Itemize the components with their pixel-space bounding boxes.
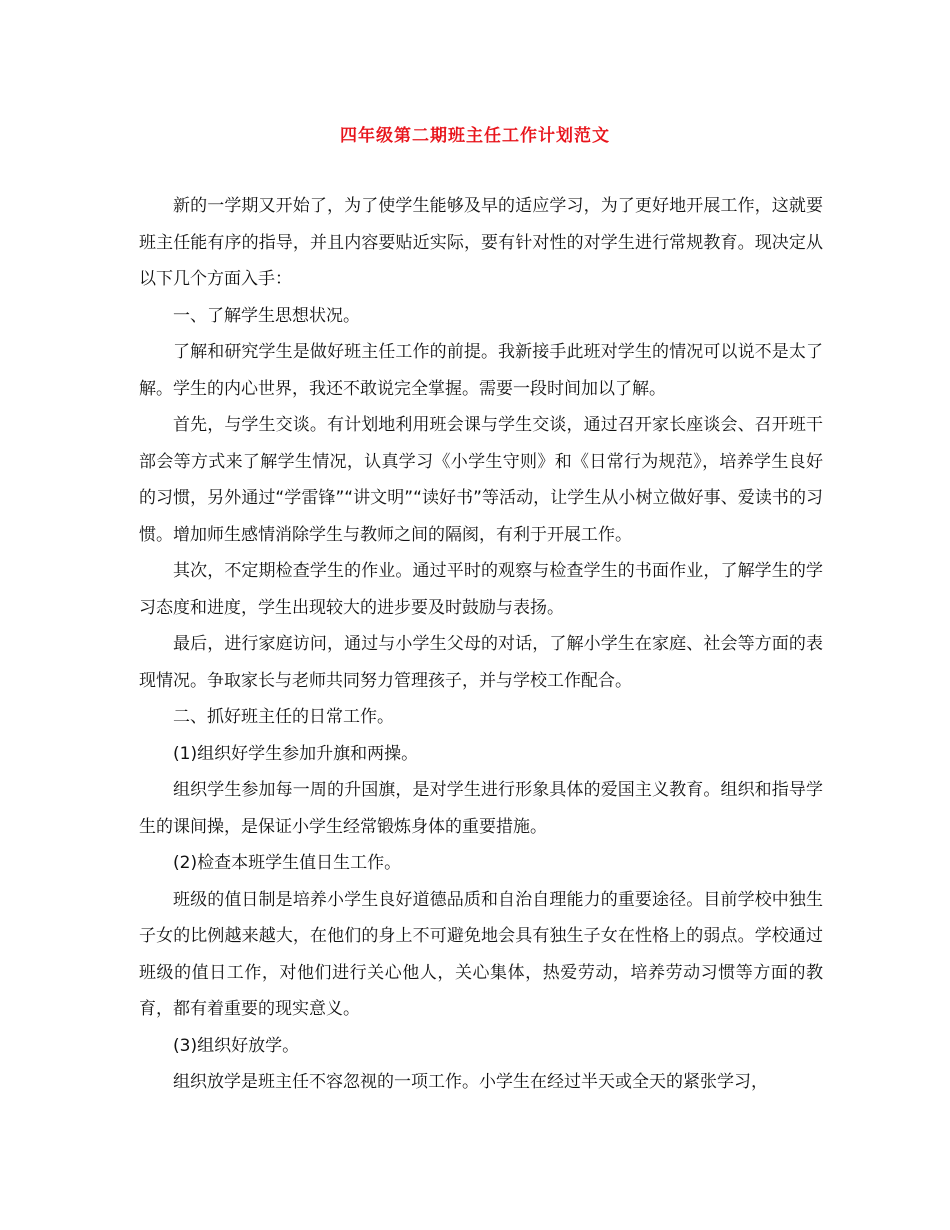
section-heading: 一、了解学生思想状况。 [173, 305, 360, 326]
subsection-heading: (2)检查本班学生值日生工作。 [173, 853, 402, 873]
paragraph: 了解和研究学生是做好班主任工作的前提。我新接手此班对学生的情况可以说不是太了解。学生的内心世界，我还不敢说完全掌握。需要一段时间加以了解。 [139, 342, 823, 399]
paragraph: 首先，与学生交谈。有计划地利用班会课与学生交谈，通过召开家长座谈会、召开班干部会等方式来了解学生情况，认真学习《小学生守则》和《日常行为规范》，培养学生良好的习惯，另外通过“学雷锋”“讲文明”“读好书”等活动，让学生从小树立做好事、爱读书的习惯。增加师生感情消除学生与教师之间的隔阂，有利于开展工作。 [139, 415, 823, 545]
paragraph: 新的一学期又开始了，为了使学生能够及早的适应学习，为了更好地开展工作，这就要班主任能有序的指导，并且内容要贴近实际，要有针对性的对学生进行常规教育。现决定从以下几个方面入手： [139, 196, 823, 289]
document-title: 四年级第二期班主任工作计划范文 [340, 126, 610, 146]
subsection-heading: (1)组织好学生参加升旗和两操。 [173, 743, 419, 764]
document-body [139, 188, 823, 1101]
subsection-heading: (3)组织好放学。 [173, 1035, 300, 1056]
paragraph: 组织学生参加每一周的升国旗，是对学生进行形象具体的爱国主义教育。组织和指导学生的课间操，是保证小学生经常锻炼身体的重要措施。 [139, 780, 823, 837]
paragraph: 班级的值日制是培养小学生良好道德品质和自治自理能力的重要途径。目前学校中独生子女的比例越来越大，在他们的身上不可避免地会具有独生子女在性格上的弱点。学校通过班级的值日工作，对他们进行关心他人，关心集体，热爱劳动，培养劳动习惯等方面的教育，都有着重要的现实意义。 [139, 889, 823, 1019]
paragraph: 最后，进行家庭访问，通过与小学生父母的对话，了解小学生在家庭、社会等方面的表现情况。争取家长与老师共同努力管理孩子，并与学校工作配合。 [139, 634, 823, 691]
paragraph: 其次，不定期检查学生的作业。通过平时的观察与检查学生的书面作业，了解学生的学习态度和进度，学生出现较大的进步要及时鼓励与表扬。 [139, 561, 823, 618]
section-heading: 二、抓好班主任的日常工作。 [173, 707, 394, 727]
paragraph: 组织放学是班主任不容忽视的一项工作。小学生在经过半天或全天的紧张学习， [173, 1072, 768, 1092]
